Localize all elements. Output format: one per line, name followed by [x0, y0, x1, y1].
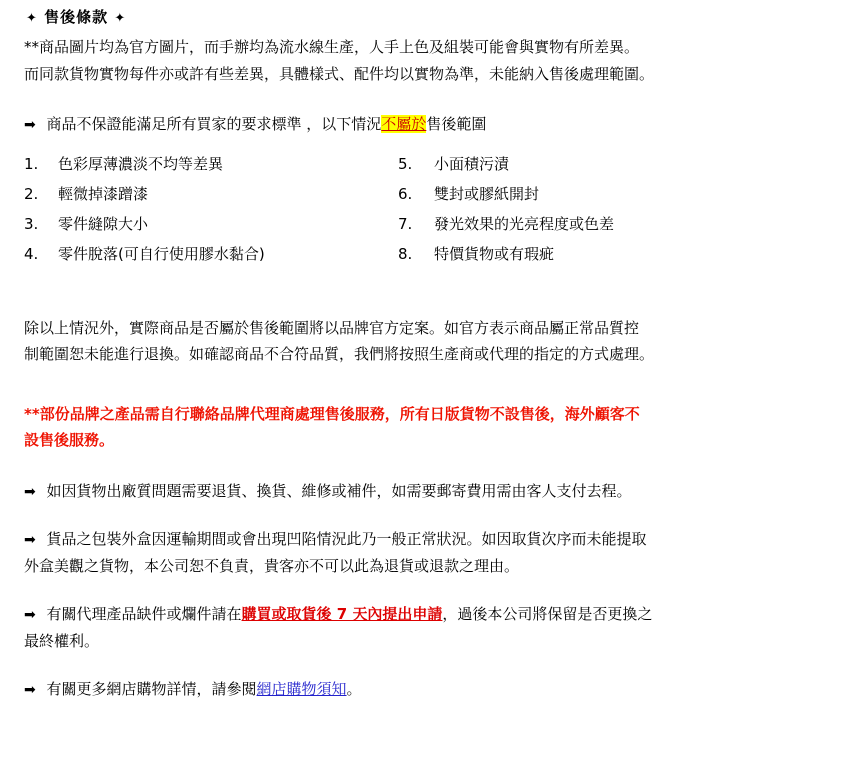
- notice-text-before: 商品不保證能滿足所有買家的要求標準 ，以下情況: [46, 114, 382, 133]
- arrow-icon: ➡: [24, 532, 36, 549]
- arrow-icon: ➡: [24, 607, 36, 624]
- exclusion-num-2: 2.: [24, 184, 39, 203]
- exclusion-item-6: 雙封或膠紙開封: [434, 184, 540, 203]
- claim-emphasis: 購買或取貨後 7 天內提出申請: [241, 605, 443, 624]
- table-row: [24, 181, 784, 211]
- claim-period-line-2: 最終權利。: [24, 632, 100, 651]
- arrow-icon: ➡: [24, 116, 36, 133]
- spacer: [24, 467, 850, 479]
- warning-line-1: **部份品牌之產品需自行聯絡品牌代理商處理售後服務，所有日版貨物不設售後，海外顧客不: [24, 405, 640, 424]
- table-row: [24, 241, 784, 271]
- exclusion-item-3: 零件縫隙大小: [58, 215, 149, 234]
- warning-paragraph: [24, 402, 850, 453]
- claim-period-line-1: [24, 602, 850, 627]
- spacer: [24, 272, 850, 316]
- arrow-icon: ➡: [24, 483, 36, 500]
- bullet-shipping-fee-text: 如因貨物出廠質問題需要退貨、換貨、維修或補件，如需要郵寄費用需由客人支付去程。: [46, 481, 632, 500]
- policy-line-2: 制範圍恕未能進行退換。如確認商品不合符品質，我們將按照生產商或代理的指定的方式處理。: [24, 344, 655, 363]
- table-row: [24, 211, 784, 241]
- claim-text-after: ，過後本公司將保留是否更換之: [442, 605, 653, 624]
- notice-highlight: 不屬於: [381, 114, 427, 133]
- intro-paragraph: [24, 35, 850, 86]
- exclusion-list: [24, 151, 784, 272]
- more-info-text-before: 有關更多網店購物詳情，請參閱: [46, 680, 257, 699]
- spacer: [24, 505, 850, 527]
- exclusion-num-8: 8.: [398, 245, 413, 264]
- shopping-guide-link[interactable]: 網店購物須知: [256, 680, 347, 699]
- bullet-box-condition: [24, 527, 850, 552]
- policy-paragraph: [24, 316, 850, 367]
- spacer: [24, 580, 850, 602]
- bullet-box-condition-line-2: 外盒美觀之貨物，本公司恕不負責，貴客亦不可以此為退貨或退款之理由。: [24, 557, 520, 576]
- exclusion-item-2: 輕微掉漆蹭漆: [58, 184, 149, 203]
- intro-line-1: **商品圖片均為官方圖片，而手辦均為流水線生產，人手上色及組裝可能會與實物有所差異。: [24, 38, 640, 57]
- exclusion-num-3: 3.: [24, 215, 39, 234]
- arrow-icon: ➡: [24, 682, 36, 699]
- bullet-shipping-fee: [24, 479, 850, 504]
- more-info-line: [24, 677, 850, 702]
- table-row: [24, 151, 784, 181]
- bullet-box-condition-line-1: 貨品之包裝外盒因運輸期間或會出現凹陷情況此乃一般正常狀況。如因取貨次序而未能提取: [46, 530, 647, 549]
- exclusion-item-8: 特價貨物或有瑕疵: [434, 245, 555, 264]
- exclusion-num-1: 1.: [24, 154, 39, 173]
- claim-text-before: 有關代理產品缺件或爛件請在: [46, 605, 242, 624]
- exclusion-item-4: 零件脫落(可自行使用膠水黏合): [58, 245, 265, 264]
- exclusion-item-1: 色彩厚薄濃淡不均等差異: [58, 154, 224, 173]
- page-title-text: 售後條款: [44, 8, 109, 26]
- more-info-text-after: 。: [346, 680, 362, 699]
- notice-line: [24, 112, 850, 137]
- spacer: [24, 655, 850, 677]
- spacer: [24, 100, 850, 112]
- exclusion-item-7: 發光效果的光亮程度或色差: [434, 215, 615, 234]
- exclusion-num-7: 7.: [398, 215, 413, 234]
- notice-text-after: 售後範圍: [426, 114, 487, 133]
- spacer: [24, 380, 850, 402]
- diamond-right-icon: ✦: [114, 11, 127, 26]
- exclusion-num-5: 5.: [398, 154, 413, 173]
- policy-line-1: 除以上情況外，實際商品是否屬於售後範圍將以品牌官方定案。如官方表示商品屬正常品質控: [24, 318, 640, 337]
- exclusion-item-5: 小面積污漬: [434, 154, 510, 173]
- bullet-box-condition-line-2-wrap: [24, 554, 850, 578]
- exclusion-num-4: 4.: [24, 245, 39, 264]
- warning-line-2: 設售後服務。: [24, 431, 115, 450]
- exclusion-num-6: 6.: [398, 184, 413, 203]
- intro-line-2: 而同款貨物實物每件亦或許有些差異，具體樣式、配件均以實物為準，未能納入售後處理範圍。: [24, 64, 655, 83]
- diamond-left-icon: ✦: [26, 11, 38, 26]
- page-title: [26, 6, 850, 29]
